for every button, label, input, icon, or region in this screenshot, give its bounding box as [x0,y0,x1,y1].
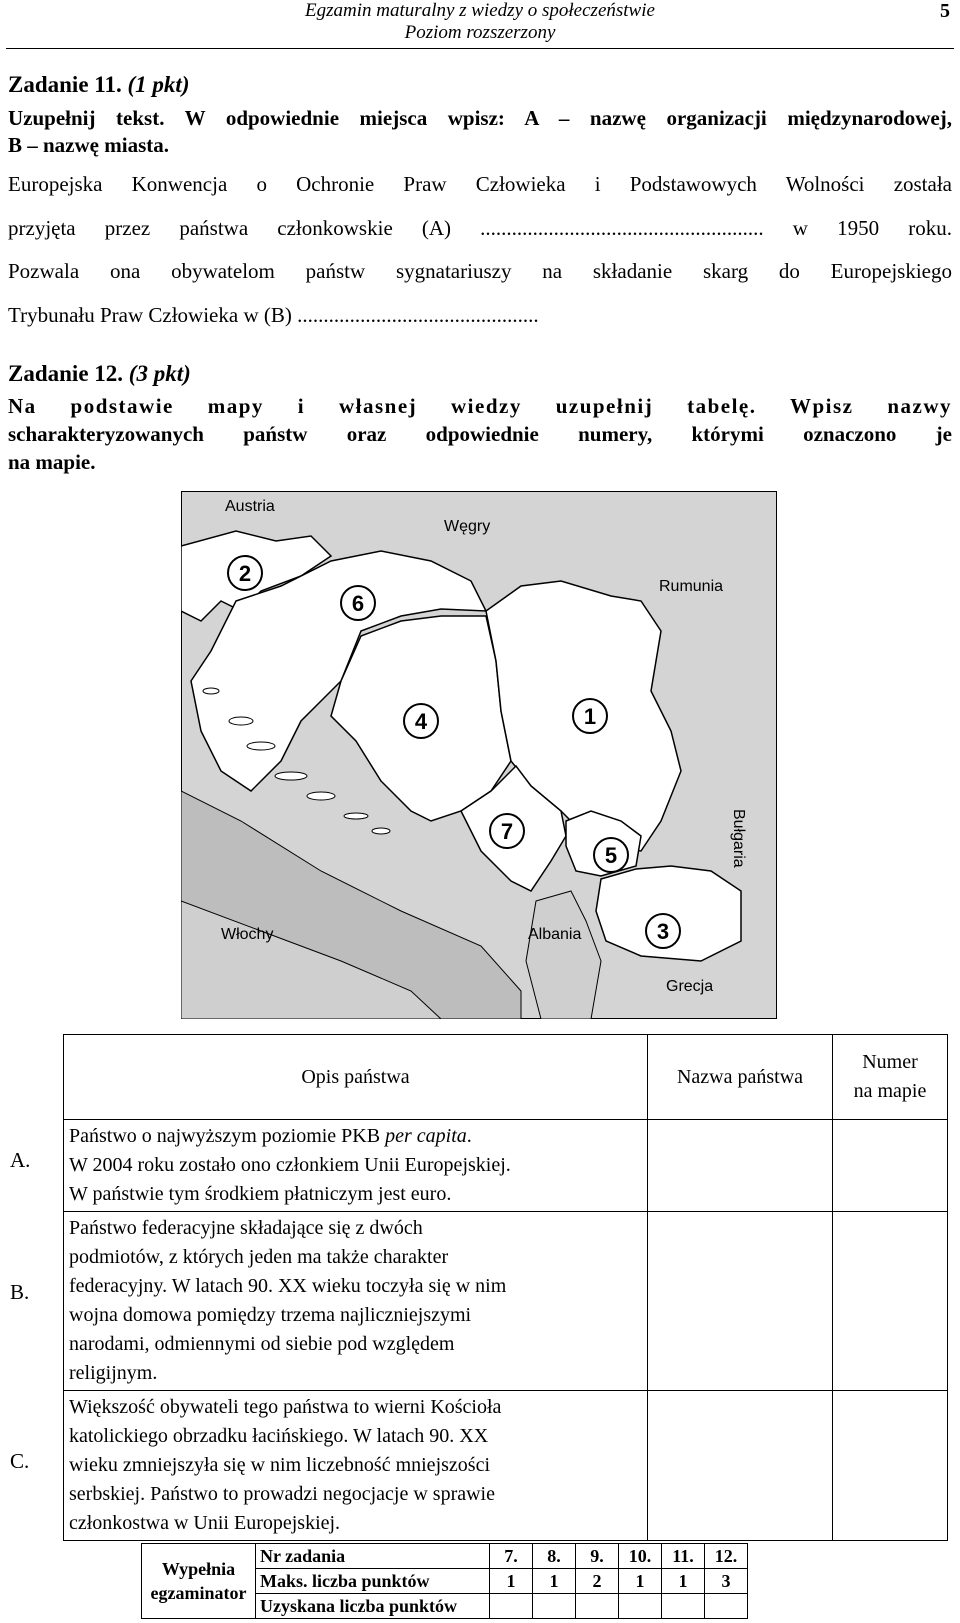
badge-1-text: 1 [583,704,597,729]
row-c-letter: C. [10,1449,30,1473]
page-number: 5 [940,0,950,22]
score-got-11[interactable] [662,1594,705,1619]
balkans-map [181,491,777,1019]
score-task-7: 7. [490,1544,533,1569]
row-a-italic: per capita [385,1125,467,1147]
row-c-line1: Większość obywateli tego państwa to wierni Kościoła [69,1396,502,1418]
badge-6-text: 6 [351,591,365,616]
task11-text-4[interactable]: Trybunału Praw Człowieka w (B) .............................................. [8,303,539,327]
score-got-9[interactable] [576,1594,619,1619]
task12-title: Zadanie 12. [8,361,124,386]
row-c-line5: członkostwa w Unii Europejskiej. [69,1512,341,1534]
badge-7-text: 7 [500,819,514,844]
row-c-line3: wieku zmniejszyła się w nim liczebność mniejszości [69,1454,490,1476]
badge-3 [646,914,680,948]
header-number-line2: na mapie [853,1080,927,1102]
exam-title: Egzamin maturalny z wiedzy o społeczeństwie [305,0,655,21]
header-number-line1: Numer [862,1051,918,1073]
task11-points: (1 pkt) [127,72,190,97]
score-max-11: 1 [662,1569,705,1594]
badge-1 [573,699,607,733]
badge-7 [490,814,524,848]
table-row-b [64,1212,948,1391]
task11-text-2[interactable]: przyjęta przez państwa członkowskie (A) ...................................................... w 1950 roku. [8,216,952,240]
score-task-label: Nr zadania [256,1544,490,1569]
score-task-8: 8. [533,1544,576,1569]
score-task-12: 12. [705,1544,748,1569]
task11-text-3: Pozwala ona obywatelom państw sygnatariuszy na składanie skarg do Europejskiego [8,259,952,283]
task12-instruction-2: scharakteryzowanych państw oraz odpowiednie numery, którymi oznaczono je [8,422,952,446]
header-country-name: Nazwa państwa [648,1035,833,1120]
row-a-line1: Państwo o najwyższym poziomie PKB [69,1125,386,1147]
label-grecja: Grecja [666,978,714,995]
score-fill-label [142,1544,256,1619]
task11-heading [8,72,189,98]
task12-instruction-3: na mapie. [8,450,96,474]
score-got-8[interactable] [533,1594,576,1619]
score-max-7: 1 [490,1569,533,1594]
row-b-letter: B. [10,1280,30,1304]
task12-instruction-1: Na podstawie mapy i własnej wiedzy uzupełnij tabelę. Wpisz nazwy [8,394,952,418]
badge-6 [341,586,375,620]
task12-heading [8,361,191,387]
row-b-description [64,1212,648,1391]
badge-2-text: 2 [238,561,252,586]
badge-4-text: 4 [414,709,428,734]
row-a-line2: W 2004 roku zostało ono członkiem Unii Europejskiej. [69,1154,511,1176]
header-description: Opis państwa [64,1035,648,1120]
score-row-tasks [142,1544,748,1569]
task12-points: (3 pkt) [128,361,191,386]
label-wlochy: Włochy [221,926,274,943]
score-task-11: 11. [662,1544,705,1569]
row-c-number-input[interactable] [833,1391,948,1541]
task11-instruction-2: B – nazwę miasta. [8,133,169,157]
row-a-name-input[interactable] [648,1120,833,1212]
row-b-line3: federacyjny. W latach 90. XX wieku toczyła się w nim [69,1275,507,1297]
score-max-label: Maks. liczba punktów [256,1569,490,1594]
exam-level: Poziom rozszerzony [404,22,556,43]
label-albania: Albania [528,926,582,943]
row-b-line1: Państwo federacyjne składające się z dwóch [69,1217,423,1239]
score-got-label: Uzyskana liczba punktów [256,1594,490,1619]
label-rumunia: Rumunia [659,578,724,595]
label-bulgaria: Bułgaria [730,809,747,868]
score-got-10[interactable] [619,1594,662,1619]
score-max-9: 2 [576,1569,619,1594]
row-c-description [64,1391,648,1541]
row-b-line6: religijnym. [69,1362,158,1384]
row-c-name-input[interactable] [648,1391,833,1541]
row-a-line3: W państwie tym środkiem płatniczym jest euro. [69,1183,452,1205]
table-row-a [64,1120,948,1212]
badge-5-text: 5 [604,843,618,868]
task11-instruction-1: Uzupełnij tekst. W odpowiednie miejsca wpisz: A – nazwę organizacji międzynarodowej, [8,106,952,130]
score-max-12: 3 [705,1569,748,1594]
score-task-10: 10. [619,1544,662,1569]
score-fill-label-2: egzaminator [150,1583,247,1603]
answer-table-header [64,1035,948,1120]
score-task-9: 9. [576,1544,619,1569]
task11-text-1: Europejska Konwencja o Ochronie Praw Człowieka i Podstawowych Wolności została [8,172,952,196]
row-a-description [64,1120,648,1212]
row-b-line5: narodami, odmiennymi od siebie pod względem [69,1333,455,1355]
score-max-10: 1 [619,1569,662,1594]
row-a-letter: A. [10,1148,31,1172]
badge-2 [228,556,262,590]
badge-3-text: 3 [656,919,670,944]
score-max-8: 1 [533,1569,576,1594]
score-table [141,1543,748,1619]
label-austria: Austria [225,498,275,515]
badge-4 [404,704,438,738]
row-a-number-input[interactable] [833,1120,948,1212]
row-b-line2: podmiotów, z których jeden ma także charakter [69,1246,449,1268]
badge-5 [594,838,628,872]
table-row-c [64,1391,948,1541]
answer-table [63,1034,948,1541]
score-fill-label-1: Wypełnia [161,1559,236,1579]
task11-title: Zadanie 11. [8,72,122,97]
row-c-line2: katolickiego obrzadku łacińskiego. W latach 90. XX [69,1425,489,1447]
row-b-name-input[interactable] [648,1212,833,1391]
score-got-7[interactable] [490,1594,533,1619]
score-got-12[interactable] [705,1594,748,1619]
row-b-number-input[interactable] [833,1212,948,1391]
header-map-number [833,1035,948,1120]
row-c-line4: serbskiej. Państwo to prowadzi negocjacje w sprawie [69,1483,495,1505]
row-b-line4: wojna domowa pomiędzy trzema najliczniejszymi [69,1304,472,1326]
header-divider [6,48,954,49]
row-a-line1-end: . [466,1125,472,1147]
label-wegry: Węgry [444,518,491,535]
